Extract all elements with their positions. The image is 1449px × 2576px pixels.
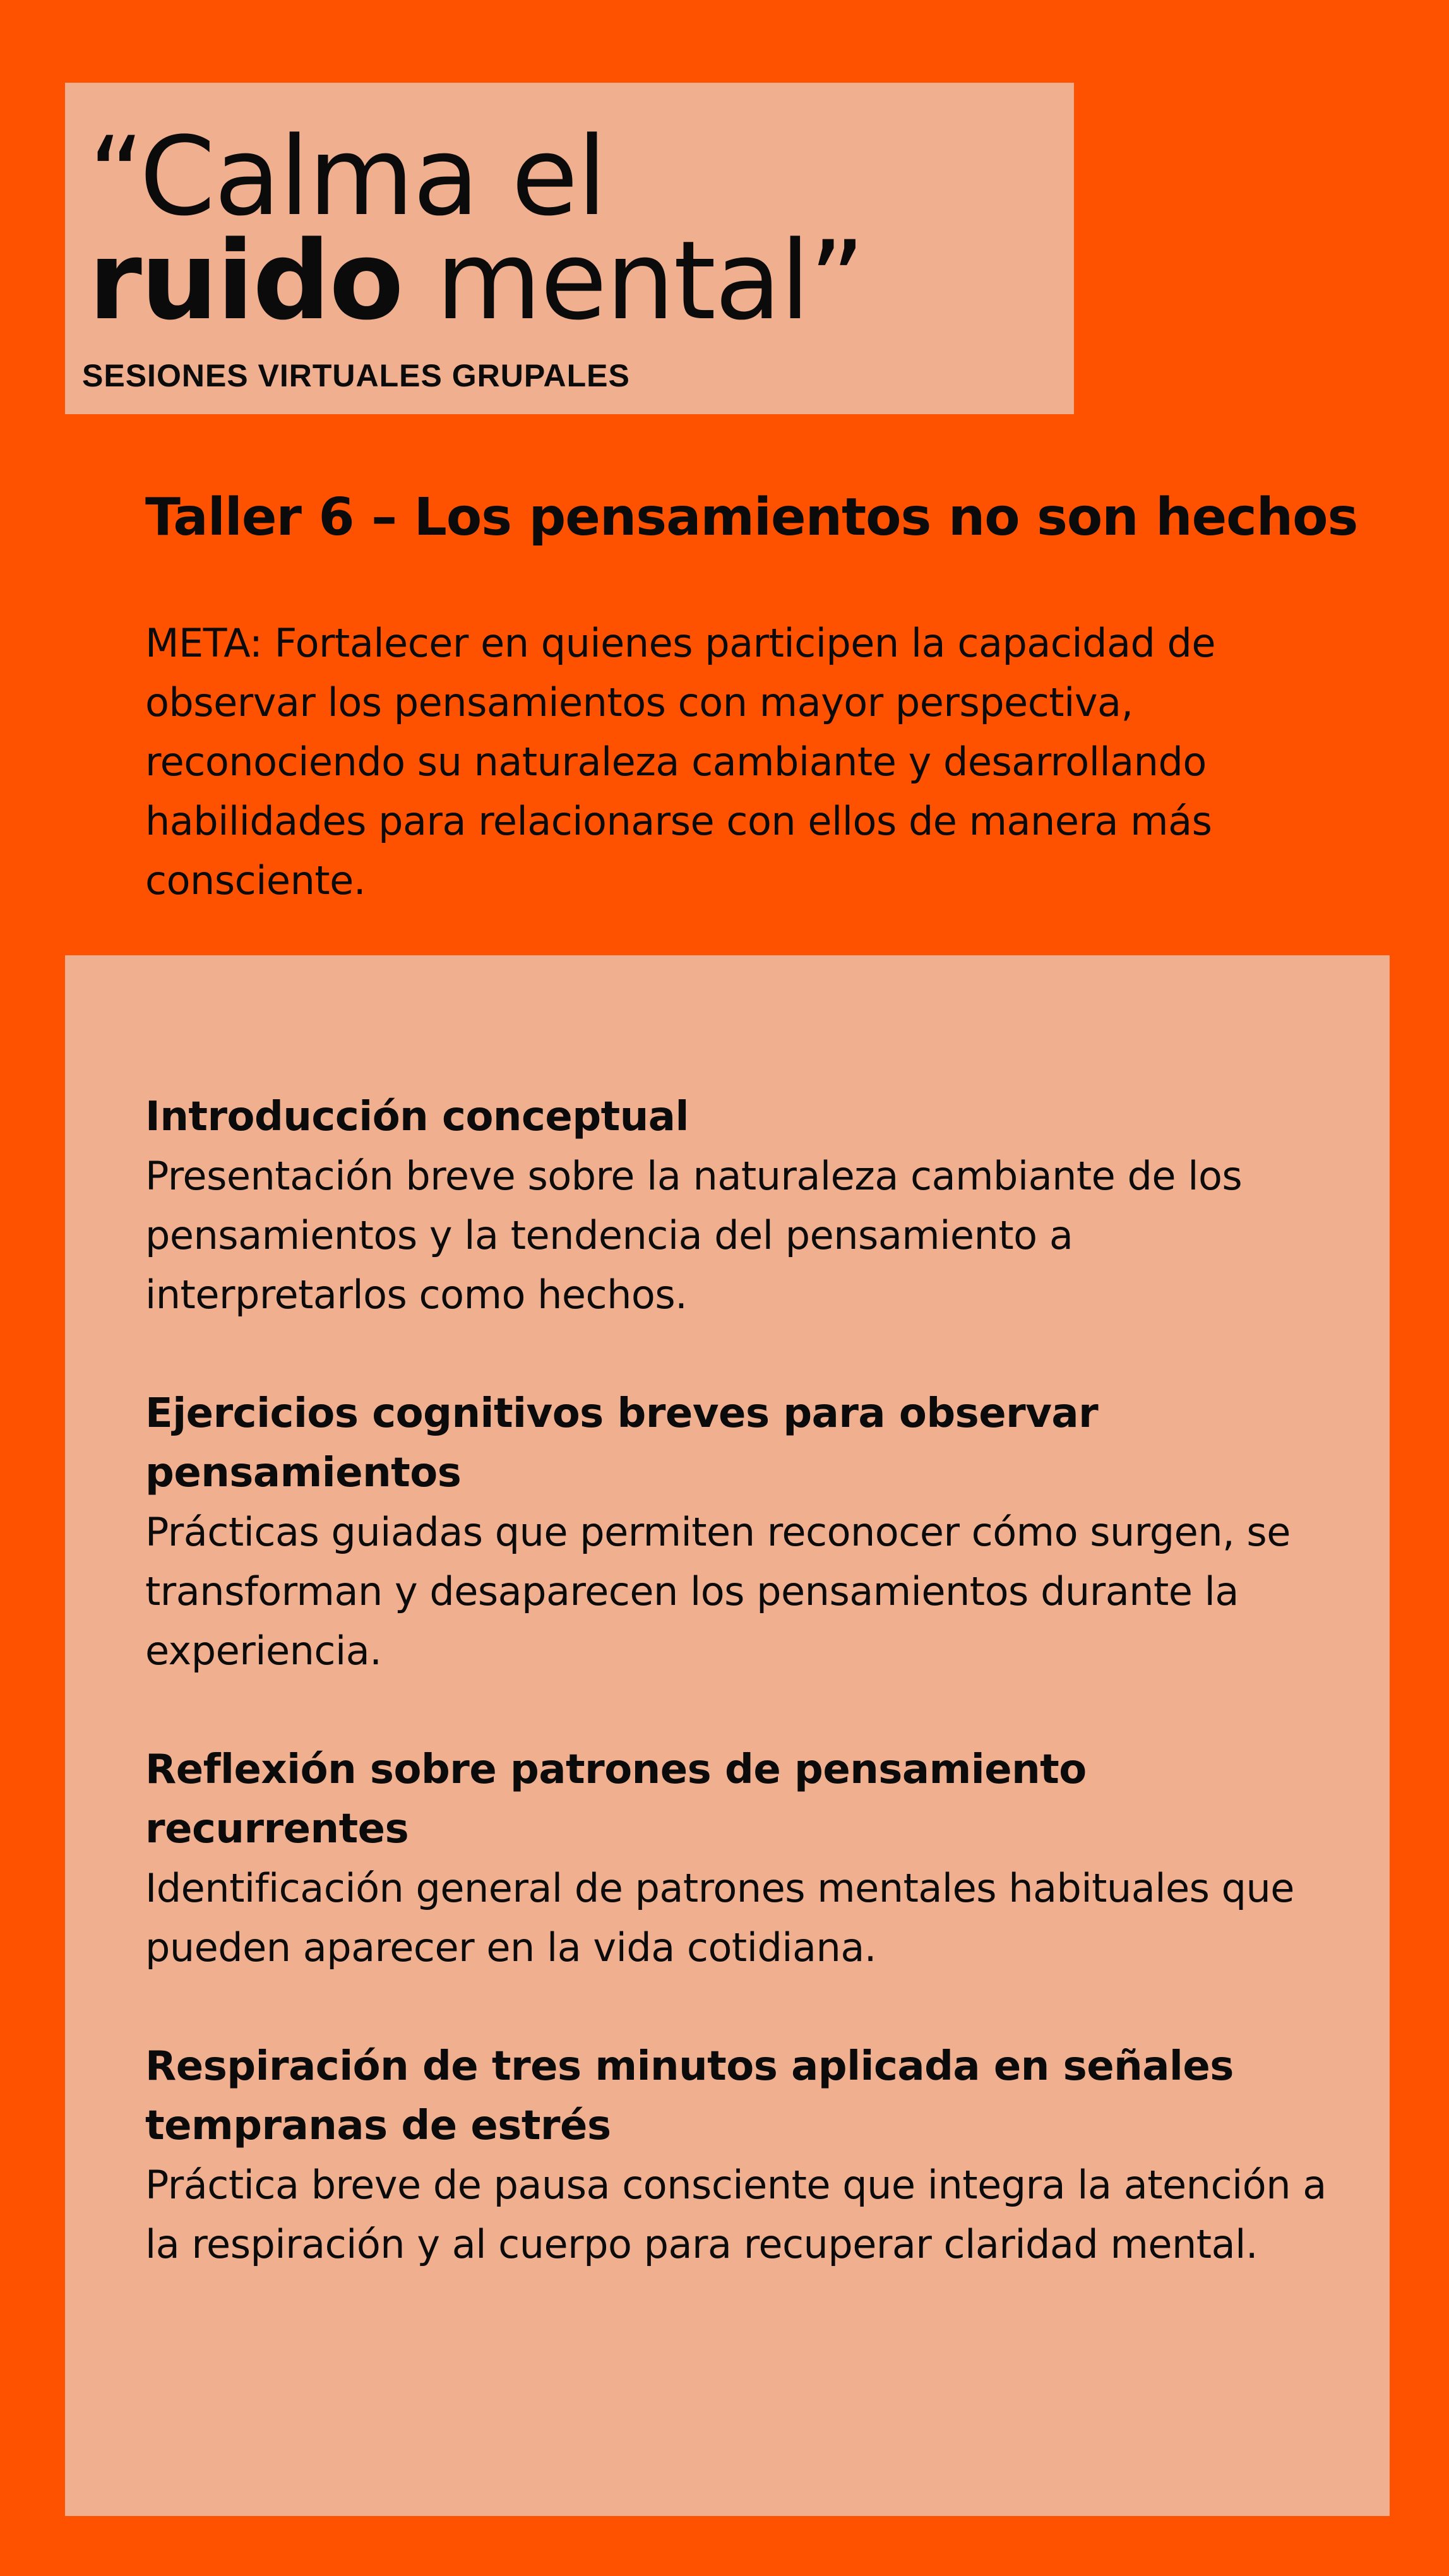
item-description: Práctica breve de pausa consciente que integra la atención a la respiración y al cuerpo para recuperar claridad mental.	[145, 2162, 1327, 2267]
workshop-goal: META: Fortalecer en quienes participen la capacidad de observar los pensamientos con mayor perspectiva, reconociendo su naturaleza cambiante y desarrollando habilidades para relacionarse con ellos de manera más consciente.	[145, 620, 1216, 903]
title-line-2	[88, 218, 864, 344]
item-title: Reflexión sobre patrones de pensamiento recurrentes	[145, 1746, 1087, 1852]
activity-list	[145, 1087, 1332, 2334]
item-title: Ejercicios cognitivos breves para observar pensamientos	[145, 1390, 1099, 1496]
title-rest: mental”	[402, 217, 864, 344]
item-title: Respiración de tres minutos aplicada en señales tempranas de estrés	[145, 2043, 1234, 2149]
list-item	[145, 1087, 1332, 1325]
workshop-title: Taller 6 – Los pensamientos no son hechos	[145, 487, 1358, 547]
subtitle: SESIONES VIRTUALES GRUPALES	[82, 358, 630, 393]
list-item	[145, 2037, 1332, 2274]
title-line-1: “Calma el	[88, 113, 606, 240]
item-title: Introducción conceptual	[145, 1094, 689, 1140]
list-item	[145, 1384, 1332, 1681]
item-description: Presentación breve sobre la naturaleza cambiante de los pensamientos y la tendencia del pensamiento a interpretarlos como hechos.	[145, 1153, 1243, 1318]
list-item	[145, 1740, 1332, 1977]
item-description: Prácticas guiadas que permiten reconocer cómo surgen, se transforman y desaparecen los pensamientos durante la experiencia.	[145, 1509, 1291, 1674]
title-emphasis: ruido	[88, 217, 403, 344]
item-description: Identificación general de patrones mentales habituales que pueden aparecer en la vida cotidiana.	[145, 1865, 1294, 1971]
